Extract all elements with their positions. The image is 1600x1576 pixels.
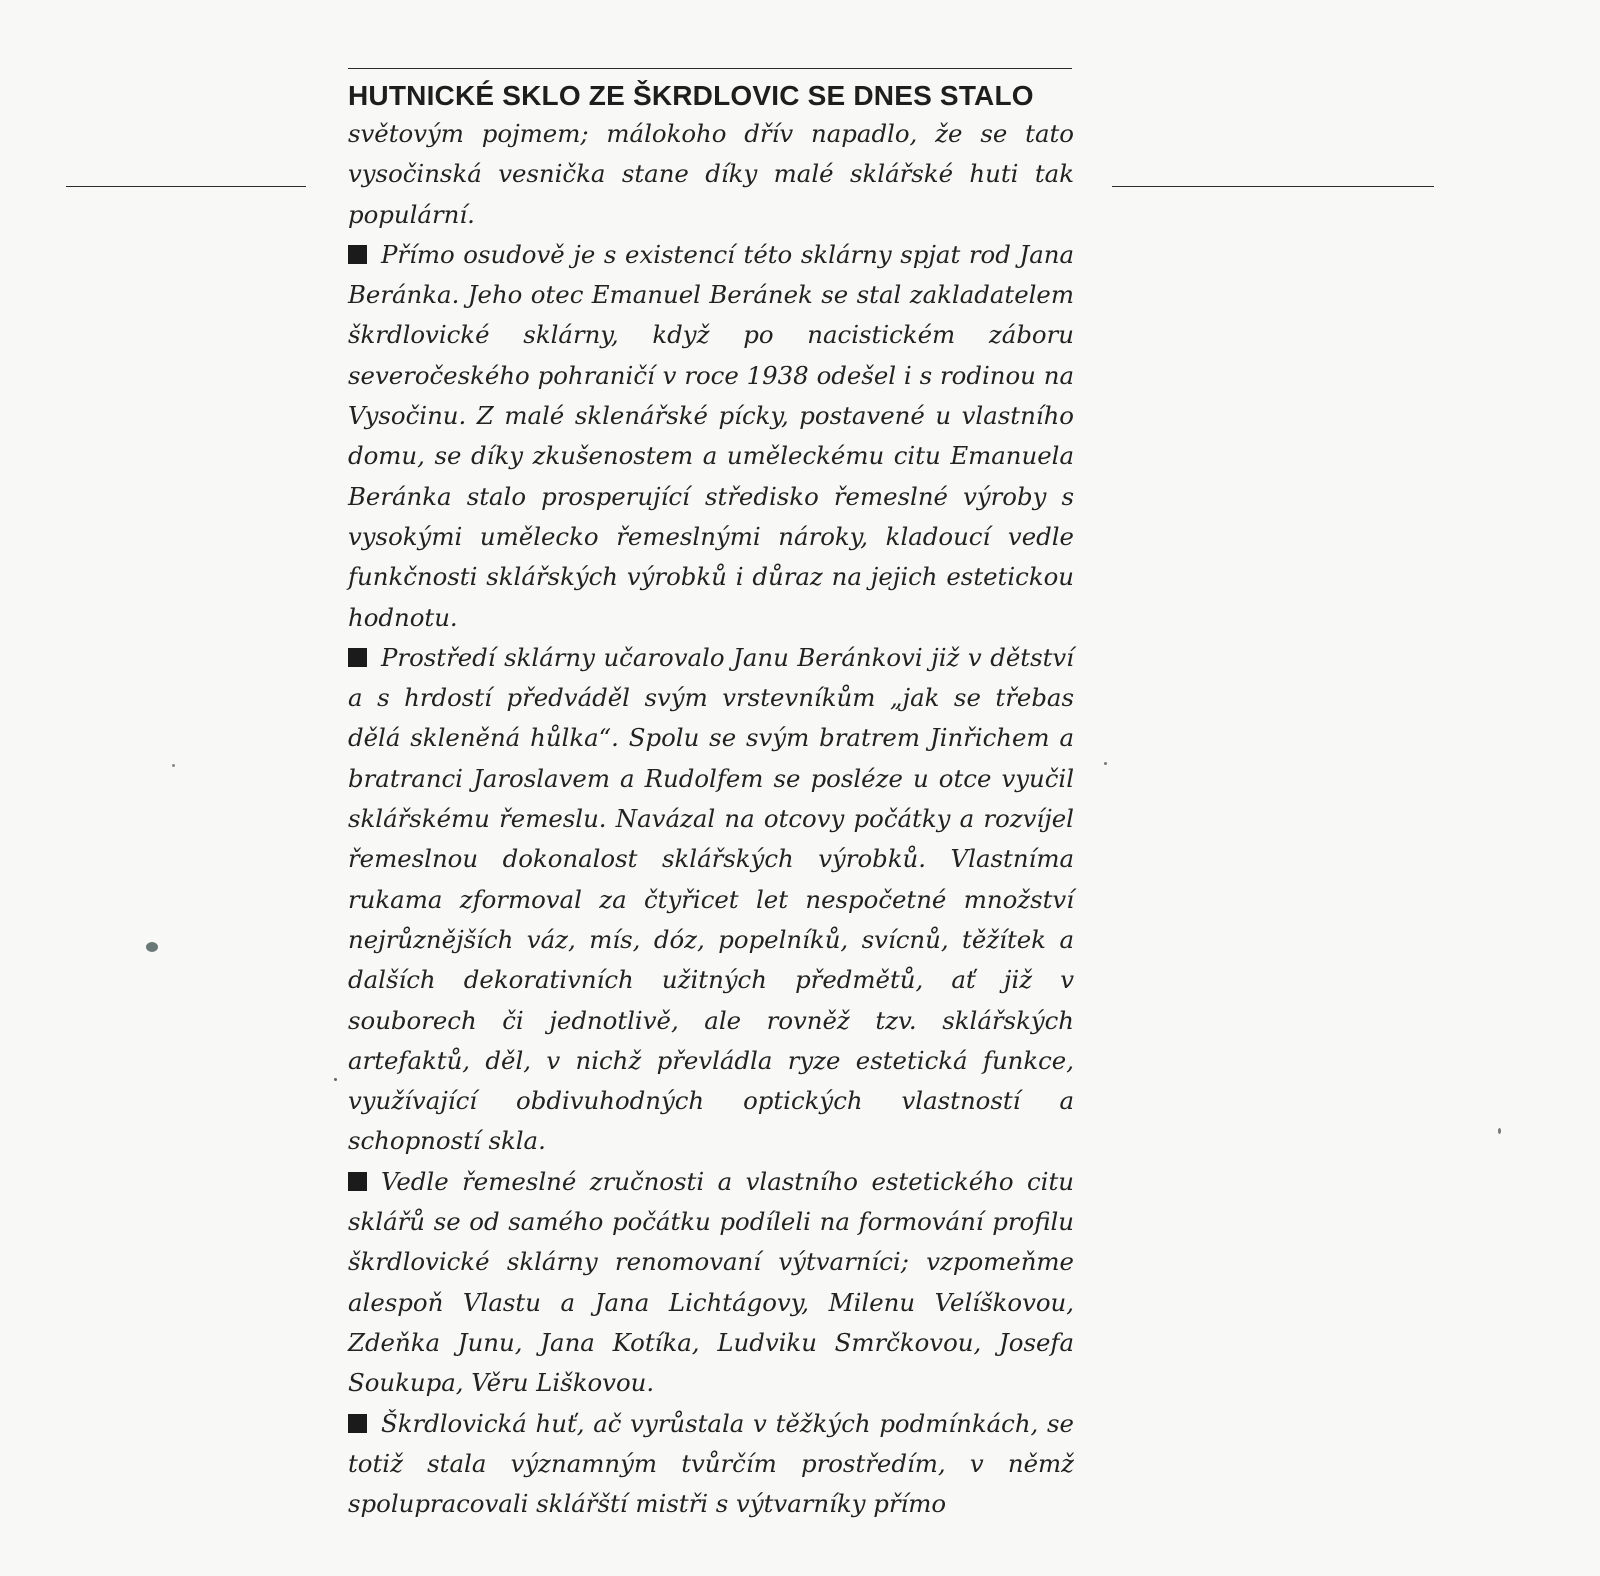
article-paragraph: Vedle řemeslné zručnosti a vlastního estetického citu sklářů se od samého počátku podíleli na formování profilu škrdlovické sklárny renomovaní výtvarníci; vzpomeňme alespoň Vlastu a Jana Lichtágovy, Milenu Velíškovou, Zdeňka Junu, Jana Kotíka, Ludviku Smrčkovou, Josefa Soukupa, Věru Liškovou. [348,1166,1074,1398]
paper-speck [172,764,175,767]
paper-speck [146,942,158,952]
article-heading: HUTNICKÉ SKLO ZE ŠKRDLOVIC SE DNES STALO [348,80,1034,111]
article-paragraph: Škrdlovická huť, ač vyrůstala v těžkých podmínkách, se totiž stala významným tvůrčím prostředím, v němž spolupracovali sklářští mistři s výtvarníky přímo [348,1408,1074,1519]
article-intro: světovým pojmem; málokoho dřív napadlo, že se tato vysočinská vesnička stane díky malé sklářské huti tak populární. [348,119,1074,229]
left-rule [66,186,306,187]
paper-speck [334,1078,337,1081]
square-bullet-icon [348,648,367,667]
article-paragraph: Prostředí sklárny učarovalo Janu Beránkovi již v dětství a s hrdostí předváděl svým vrstevníkům „jak se třebas dělá skleněná hůlka“. Spolu se svým bratrem Jinřichem a bratranci Jaroslavem a Rudolfem se posléze u otce vyučil sklářskému řemeslu. Navázal na otcovy počátky a rozvíjel řemeslnou dokonalost sklářských výrobků. Vlastníma rukama zformoval za čtyřicet let nespočetné množství nejrůznějších váz, mís, dóz, popelníků, svícnů, těžítek a dalších dekorativních užitných předmětů, ať již v souborech či jednotlivě, ale rovněž tzv. sklářských artefaktů, děl, v nichž převládla ryze estetická funkce, využívající obdivuhodných optických vlastností a schopností skla. [348,642,1074,1156]
paper-speck [1104,762,1107,765]
right-rule [1112,186,1434,187]
article-paragraph: Přímo osudově je s existencí této sklárny spjat rod Jana Beránka. Jeho otec Emanuel Beránek se stal zakladatelem škrdlovické sklárny, když po nacistickém záboru severočeského pohraničí v roce 1938 odešel i s rodinou na Vysočinu. Z malé sklenářské pícky, postavené u vlastního domu, se díky zkušenostem a uměleckému citu Emanuela Beránka stalo prosperující středisko řemeslné výroby s vysokými umělecko řemeslnými nároky, kladoucí vedle funkčnosti sklářských výrobků i důraz na jejich estetickou hodnotu. [348,239,1074,632]
article-column [348,78,1074,1524]
square-bullet-icon [348,1172,367,1191]
top-rule [348,68,1072,69]
square-bullet-icon [348,1414,367,1433]
square-bullet-icon [348,245,367,264]
paper-speck [1498,1128,1501,1134]
